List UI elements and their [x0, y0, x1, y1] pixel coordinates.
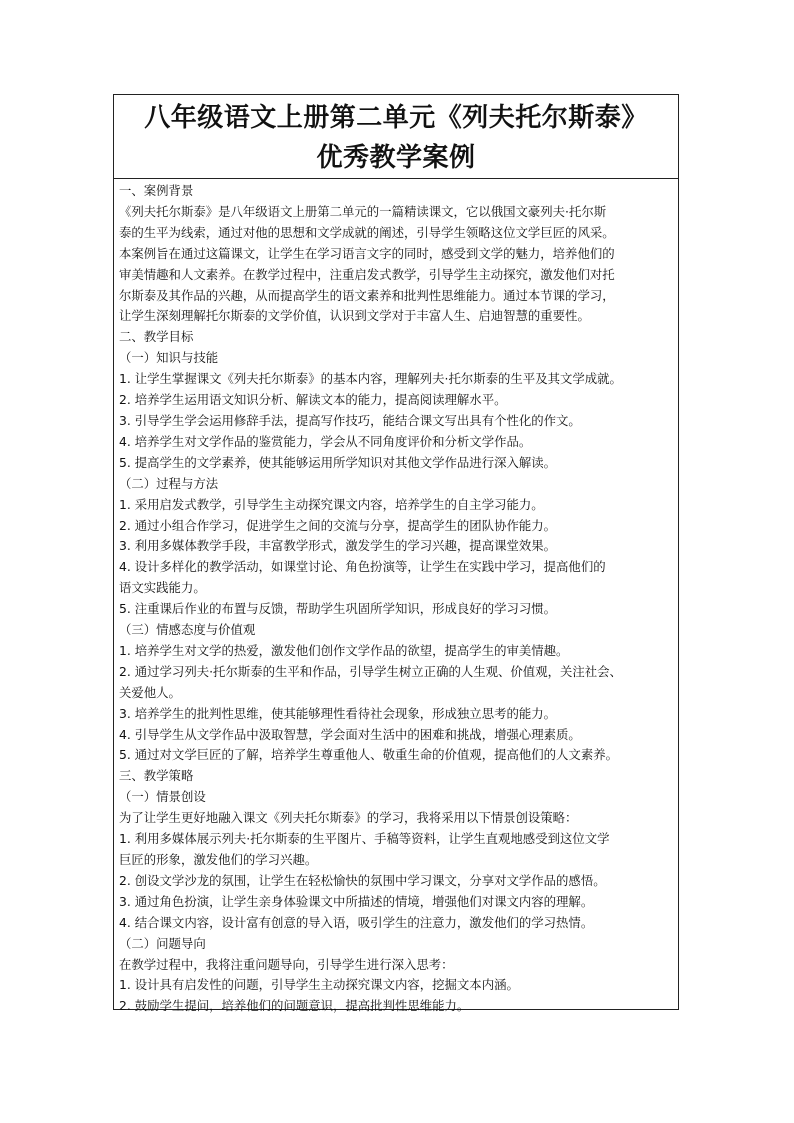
list-item: 4. 培养学生对文学作品的鉴赏能力，学会从不同角度评价和分析文学作品。	[119, 433, 532, 449]
document-title-line-1: 八年级语文上册第二单元《列夫托尔斯泰》	[144, 103, 648, 133]
list-item: 4. 结合课文内容，设计富有创意的导入语，吸引学生的注意力，激发他们的学习热情。	[119, 914, 594, 930]
list-item: 2. 培养学生运用语文知识分析、解读文本的能力，提高阅读理解水平。	[119, 392, 507, 408]
list-item: 巨匠的形象，激发他们的学习兴趣。	[119, 852, 318, 867]
title-cell	[114, 95, 678, 179]
subheading-knowledge: （一）知识与技能	[119, 350, 219, 366]
background-line: 泰的生平为线索，通过对他的思想和文学成就的阐述，引导学生领略这位文学巨匠的风采。	[119, 224, 615, 240]
list-item: 3. 利用多媒体教学手段，丰富教学形式，激发学生的学习兴趣，提高课堂效果。	[119, 538, 557, 554]
subheading-question: （二）问题导向	[119, 935, 206, 951]
list-item: 3. 通过角色扮演，让学生亲身体验课文中所描述的情境，增强他们对课文内容的理解。	[119, 893, 594, 909]
background-line: 《列夫托尔斯泰》是八年级语文上册第二单元的一篇精读课文，它以俄国文豪列夫·托尔斯	[119, 203, 607, 219]
section-heading-background: 一、案例背景	[119, 183, 194, 198]
list-item: 2. 通过学习列夫·托尔斯泰的生平和作品，引导学生树立正确的人生观、价值观，关注社会、	[119, 663, 622, 679]
background-line: 尔斯泰及其作品的兴趣，从而提高学生的语文素养和批判性思维能力。通过本节课的学习，	[119, 287, 615, 303]
subheading-process: （二）过程与方法	[119, 475, 219, 491]
list-item: 3. 培养学生的批判性思维，使其能够理性看待社会现象，形成独立思考的能力。	[119, 705, 557, 721]
list-item: 1. 培养学生对文学的热爱，激发他们创作文学作品的欲望，提高学生的审美情趣。	[119, 642, 569, 658]
document-table	[113, 94, 679, 1014]
list-item: 1. 设计具有启发性的问题，引导学生主动探究课文内容，挖掘文本内涵。	[119, 977, 519, 993]
list-item: 2. 创设文学沙龙的氛围，让学生在轻松愉快的氛围中学习课文，分享对文学作品的感悟。	[119, 872, 606, 888]
background-line: 审美情趣和人文素养。在教学过程中，注重启发式教学，引导学生主动探究，激发他们对托	[119, 266, 615, 282]
list-item: 关爱他人。	[119, 684, 181, 700]
content-cell	[119, 181, 673, 1017]
background-line: 本案例旨在通过这篇课文，让学生在学习语言文字的同时，感受到文学的魅力，培养他们的	[119, 245, 615, 261]
list-item: 5. 通过对文学巨匠的了解，培养学生尊重他人、敬重生命的价值观，提高他们的人文素养。	[119, 747, 618, 763]
background-line: 让学生深刻理解托尔斯泰的文学价值，认识到文学对于丰富人生、启迪智慧的重要性。	[119, 308, 590, 324]
list-item: 2. 鼓励学生提问，培养他们的问题意识，提高批判性思维能力。	[119, 998, 470, 1014]
list-item: 1. 让学生掌握课文《列夫托尔斯泰》的基本内容，理解列夫·托尔斯泰的生平及其文学成就。	[119, 371, 622, 387]
list-item: 4. 设计多样化的教学活动，如课堂讨论、角色扮演等，让学生在实践中学习，提高他们的	[119, 559, 606, 575]
list-item: 5. 提高学生的文学素养，使其能够运用所学知识对其他文学作品进行深入解读。	[119, 454, 557, 470]
list-item: 语文实践能力。	[119, 580, 206, 596]
question-intro: 在教学过程中，我将注重问题导向，引导学生进行深入思考：	[119, 956, 454, 972]
subheading-emotion: （三）情感态度与价值观	[119, 622, 256, 638]
list-item: 1. 利用多媒体展示列夫·托尔斯泰的生平图片、手稿等资料，让学生直观地感受到这位文学	[119, 831, 610, 847]
scene-intro: 为了让学生更好地融入课文《列夫托尔斯泰》的学习，我将采用以下情景创设策略：	[119, 810, 578, 826]
list-item: 3. 引导学生学会运用修辞手法，提高写作技巧，能结合课文写出具有个性化的作文。	[119, 412, 581, 428]
document-title-line-2: 优秀教学案例	[316, 143, 476, 173]
list-item: 5. 注重课后作业的布置与反馈，帮助学生巩固所学知识，形成良好的学习习惯。	[119, 601, 557, 617]
list-item: 2. 通过小组合作学习，促进学生之间的交流与分享，提高学生的团队协作能力。	[119, 517, 557, 533]
list-item: 1. 采用启发式教学，引导学生主动探究课文内容，培养学生的自主学习能力。	[119, 496, 544, 512]
section-heading-strategy: 三、教学策略	[119, 768, 194, 784]
subheading-scene: （一）情景创设	[119, 789, 206, 805]
section-heading-goals: 二、教学目标	[119, 329, 194, 345]
list-item: 4. 引导学生从文学作品中汲取智慧，学会面对生活中的困难和挑战，增强心理素质。	[119, 726, 581, 742]
